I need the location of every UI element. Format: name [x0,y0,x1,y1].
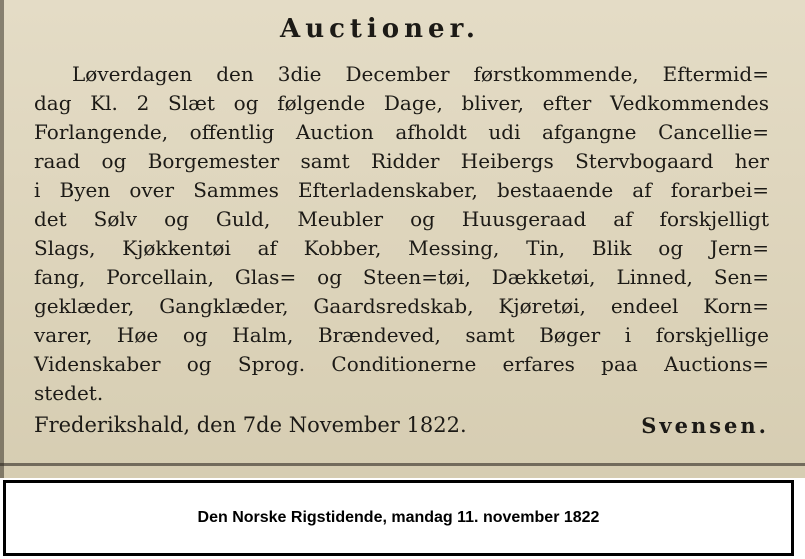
notice-line: raad og Borgemester samt Ridder Heibergs Stervbogaard her [34,149,769,173]
notice-line: Forlangende, offentlig Auction afholdt udi afgangne Cancellie= [34,120,769,144]
notice-heading: Auctioner. [280,14,480,44]
notice-line: fang, Porcellain, Glas= og Steen=tøi, Dækketøi, Linned, Sen= [34,265,769,289]
notice-line: Løverdagen den 3die December førstkommende, Eftermid= [72,62,769,86]
notice-line: stedet. [34,381,104,405]
place-date: Frederikshald, den 7de November 1822. [34,413,467,437]
notice-line: det Sølv og Guld, Meubler og Huusgeraad af forskjelligt [34,207,769,231]
column-rule [0,0,4,478]
notice-line: geklæder, Gangklæder, Gaardsredskab, Kjøretøi, endeel Korn= [34,294,769,318]
notice-line: i Byen over Sammes Efterladenskaber, bestaaende af forarbei= [34,178,769,202]
signer-name: Svensen. [641,413,769,438]
source-caption: Den Norske Rigstidende, mandag 11. november 1822 [197,509,600,526]
notice-line: Slags, Kjøkkentøi af Kobber, Messing, Tin, Blik og Jern= [34,236,769,260]
caption-box [3,480,794,556]
bottom-rule [0,463,805,466]
notice-line: varer, Høe og Halm, Brændeved, samt Bøger i forskjellige [34,323,769,347]
notice-line: dag Kl. 2 Slæt og følgende Dage, bliver, efter Vedkommendes [34,91,769,115]
notice-line: Videnskaber og Sprog. Conditionerne erfares paa Auctions= [34,352,769,376]
